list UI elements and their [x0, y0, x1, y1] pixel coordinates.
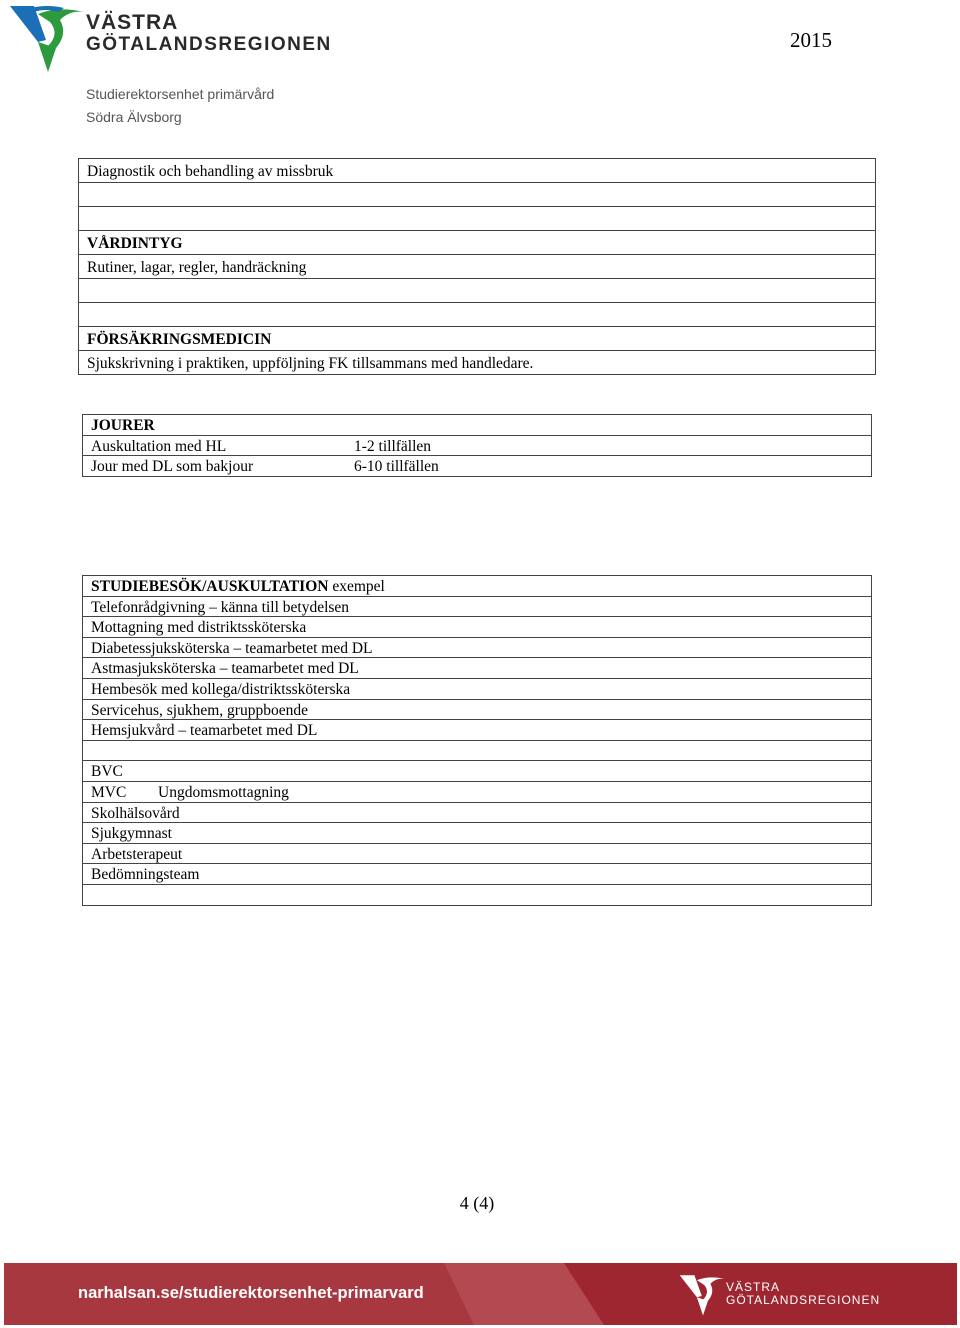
section-heading: VÅRDINTYG [87, 235, 183, 252]
section-heading: JOURER [91, 417, 155, 434]
logo-line1: VÄSTRA [86, 11, 179, 34]
table-row: BVC [83, 761, 871, 782]
footer-url-link[interactable]: narhalsan.se/studierektorsenhet-primarvard [78, 1284, 424, 1302]
logo-line2: GÖTALANDSREGIONEN [86, 34, 332, 55]
table-row: Skolhälsovård [83, 803, 871, 824]
table-row: Astmasjuksköterska – teamarbetet med DL [83, 658, 871, 679]
footer-logo-line2: GÖTALANDSREGIONEN [726, 1293, 881, 1307]
table-row [83, 436, 871, 457]
footer-logo-line1: VÄSTRA [726, 1280, 781, 1294]
table-row: Diabetessjuksköterska – teamarbetet med DL [83, 638, 871, 659]
table-row [79, 279, 875, 303]
cell-label: Auskultation med HL [91, 437, 227, 455]
table-row: MVC Ungdomsmottagning [83, 782, 871, 803]
table-row [79, 183, 875, 207]
section-heading: FÖRSÄKRINGSMEDICIN [87, 331, 272, 348]
section-heading: STUDIEBESÖK/AUSKULTATION [91, 578, 329, 595]
table-row [79, 207, 875, 231]
table-row: STUDIEBESÖK/AUSKULTATION exempel [83, 576, 871, 597]
table-row: Bedömningsteam [83, 864, 871, 885]
table-row: Telefonrådgivning – känna till betydelsen [83, 597, 871, 618]
table-row [79, 327, 875, 351]
table-row: Hemsjukvård – teamarbetet med DL [83, 720, 871, 741]
footer-logo-wordmark [726, 1281, 880, 1307]
cell-value: 1-2 tillfällen [354, 437, 432, 455]
table-row: Sjukskrivning i praktiken, uppföljning FK tillsammans med handledare. [79, 351, 875, 375]
cell-value: 6-10 tillfällen [354, 458, 439, 476]
table-row [83, 415, 871, 436]
jourer-table [82, 414, 872, 477]
cell-label: Jour med DL som bakjour [91, 458, 254, 476]
table-row: Sjukgymnast [83, 823, 871, 844]
table-row: Diagnostik och behandling av missbruk [79, 159, 875, 183]
studiebesok-table [82, 575, 872, 906]
table-row: Arbetsterapeut [83, 844, 871, 865]
table-row [83, 885, 871, 906]
document-year: 2015 [790, 28, 832, 52]
vgr-logo-icon [8, 4, 88, 76]
vgr-logo-footer-icon [678, 1274, 728, 1318]
unit-name: Studierektorsenhet primärvård [86, 86, 275, 102]
table-row: Hembesök med kollega/distriktssköterska [83, 679, 871, 700]
table-row: Servicehus, sjukhem, gruppboende [83, 700, 871, 721]
table-row [83, 741, 871, 762]
vgr-logo-wordmark [86, 12, 332, 56]
table-row [79, 303, 875, 327]
table-row: Rutiner, lagar, regler, handräckning [79, 255, 875, 279]
unit-region: Södra Älvsborg [86, 109, 182, 125]
page-number: 4 (4) [459, 1193, 495, 1213]
curriculum-table [78, 158, 876, 375]
table-row [83, 456, 871, 477]
table-row [79, 231, 875, 255]
table-row: Mottagning med distriktssköterska [83, 617, 871, 638]
